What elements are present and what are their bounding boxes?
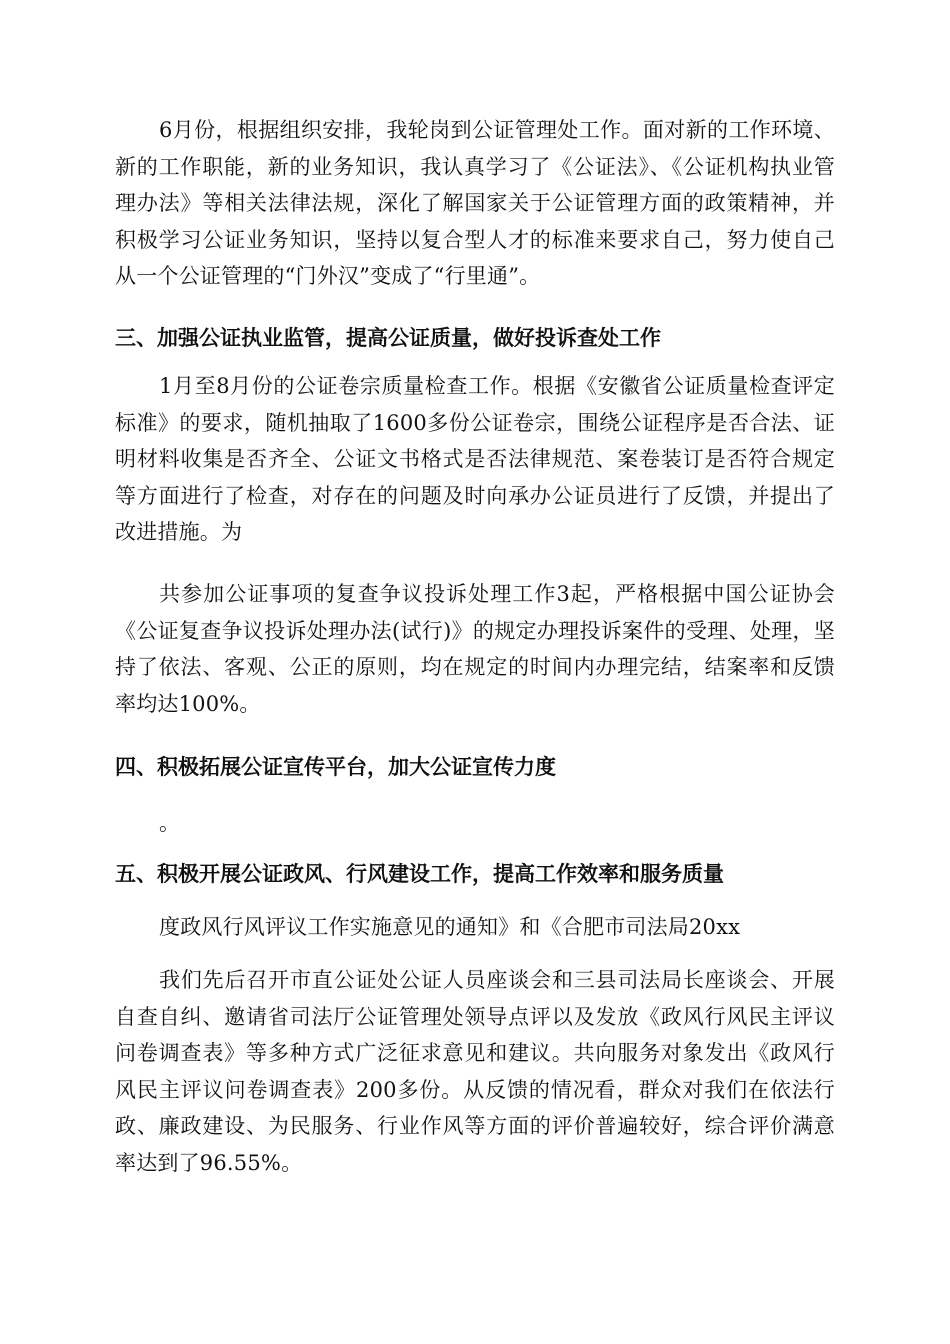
paragraph-complaints: 共参加公证事项的复查争议投诉处理工作3起，严格根据中国公证协会《公证复查争议投诉处理办法(试行)》的规定办理投诉案件的受理、处理，坚持了依法、客观、公正的原则，均在规定的时间内办理完结，结案率和反馈率均达100%。 xyxy=(115,582,835,716)
paragraph-publicity: 。 xyxy=(159,811,181,835)
paragraph-survey: 我们先后召开市直公证处公证人员座谈会和三县司法局长座谈会、开展自查自纠、邀请省司法厅公证管理处领导点评以及发放《政风行风民主评议问卷调查表》等多种方式广泛征求意见和建议。共向服务对象发出《政风行风民主评议问卷调查表》200多份。从反馈的情况看，群众对我们在依法行政、廉政建设、为民服务、行业作风等方面的评价普遍较好，综合评价满意率达到了96.55%。 xyxy=(115,968,835,1175)
heading-section-three: 三、加强公证执业监管，提高公证质量，做好投诉查处工作 xyxy=(115,326,661,350)
paragraph-quality-check: 1月至8月份的公证卷宗质量检查工作。根据《安徽省公证质量检查评定标准》的要求，随机抽取了1600多份公证卷宗，围绕公证程序是否合法、证明材料收集是否齐全、公证文书格式是否法律规范、案卷装订是否符合规定等方面进行了检查，对存在的问题及时向承办公证员进行了反馈，并提出了改进措施。为 xyxy=(115,374,835,544)
heading-section-five: 五、积极开展公证政风、行风建设工作，提高工作效率和服务质量 xyxy=(115,862,724,886)
heading-section-four: 四、积极拓展公证宣传平台，加大公证宣传力度 xyxy=(115,755,556,779)
paragraph-rotation: 6月份，根据组织安排，我轮岗到公证管理处工作。面对新的工作环境、新的工作职能，新的业务知识，我认真学习了《公证法》、《公证机构执业管理办法》等相关法律法规，深化了解国家关于公证管理方面的政策精神，并积极学习公证业务知识，坚持以复合型人才的标准来要求自己，努力使自己从一个公证管理的“门外汉”变成了“行里通”。 xyxy=(115,118,835,288)
paragraph-notice: 度政风行风评议工作实施意见的通知》和《合肥市司法局20xx xyxy=(159,915,741,939)
